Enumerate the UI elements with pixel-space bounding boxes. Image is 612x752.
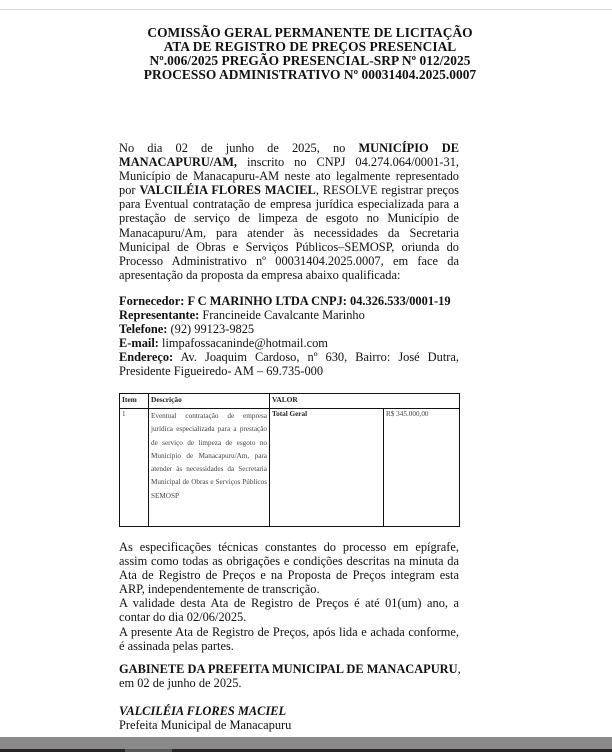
gabinete-title: GABINETE DA PREFEITA MUNICIPAL DE MANACAPURU [119,662,458,676]
gabinete-comma: , [457,662,461,676]
intro-representante: VALCILÉIA FLORES MACIEL [139,183,316,198]
telefone-value: (92) 99123-9825 [167,322,255,337]
document-heading [100,26,520,82]
supplier-info [119,294,459,379]
table-header-row [120,394,460,409]
representante-value: Francineide Cavalcante Marinho [199,308,365,323]
intro-paragraph [119,141,459,282]
header-item: Item [120,394,149,409]
supplier-email [119,336,459,350]
heading-line-ata: ATA DE REGISTRO DE PREÇOS PRESENCIAL [163,39,457,54]
table-row [120,409,460,527]
heading-line-processo: PROCESSO ADMINISTRATIVO Nº 00031404.2025.0007 [143,67,477,82]
cell-total-label: Total Geral [270,409,384,527]
intro-text-2: inscrito no CNPJ 04.274.064/0001-31, Município de Manacapuru-AM neste ato legalmente representado por [119,155,459,198]
signer-title: Prefeita Municipal de Manacapuru [119,718,292,733]
closing-section [119,540,459,653]
items-table [119,393,460,527]
horizontal-scrollbar-track[interactable] [0,737,612,749]
closing-signed: A presente Ata de Registro de Preços, após lida e achada conforme, é assinada pelas partes. [119,624,459,653]
heading-line-commission: COMISSÃO GERAL PERMANENTE DE LICITAÇÃO [147,25,473,40]
email-label: E-mail: [119,336,159,351]
intro-text-3: , RESOLVE registrar preços para Eventual contratação de empresa jurídica especializada para a prestação de serviço de limpeza de esgoto no Município de Manacapuru/Am, para atender às necessidades da Secretaria Municipal de Obras e Serviços Públicos–SEMOSP, oriunda do Processo Administrativo nº 00031404.2025.0007, em face da apresentação da proposta da empresa abaixo qualificada: [119,183,459,282]
email-value: limpafossacaninde@hotmail.com [158,336,328,351]
signer-name: VALCILÉIA FLORES MACIEL [119,704,287,719]
supplier-telefone [119,322,459,336]
closing-validity: A validade desta Ata de Registro de Preços é até 01(um) ano, a contar do dia 02/06/2025. [119,596,459,625]
cell-item: 1 [120,409,149,527]
telefone-label: Telefone: [119,322,168,337]
header-descricao: Descrição [149,394,270,409]
supplier-representante [119,308,459,322]
intro-text-1: No dia 02 de junho de 2025, no [119,141,359,155]
heading-line-pregao: Nº.006/2025 PREGÃO PRESENCIAL-SRP Nº 012/2025 [149,53,471,68]
representante-label: Representante: [119,308,200,323]
supplier-fornecedor: Fornecedor: F C MARINHO LTDA CNPJ: 04.326.533/0001-19 [119,294,451,308]
signature-block [119,662,479,732]
endereco-label: Endereço: [119,350,174,365]
top-divider [0,9,612,10]
cell-valor: R$ 345.000,00 [384,409,460,527]
cell-descricao: Eventual contratação de empresa jurídica especializada para a prestação de serviço de limpeza de esgoto no Município de Manacapuru/Am, para atender às necessidades da Secretaria Municipal de Obras e Serviços Públicos SEMOSP [149,409,270,527]
signature-date: em 02 de junho de 2025. [119,676,242,691]
closing-specifications: As especificações técnicas constantes do processo em epígrafe, assim como todas as obrigações e condições descritas na minuta da Ata de Registro de Preços e na Proposta de Preços integram esta ARP, independentemente de transcrição. [119,540,459,597]
endereco-value: Av. Joaquim Cardoso, nº 630, Bairro: José Dutra, Presidente Figueiredo- AM – 69.735-000 [119,350,459,379]
supplier-endereco [119,350,459,378]
header-valor: VALOR [270,394,460,409]
intro-municipio: MUNICÍPIO DE MANACAPURU/AM, [119,141,459,170]
